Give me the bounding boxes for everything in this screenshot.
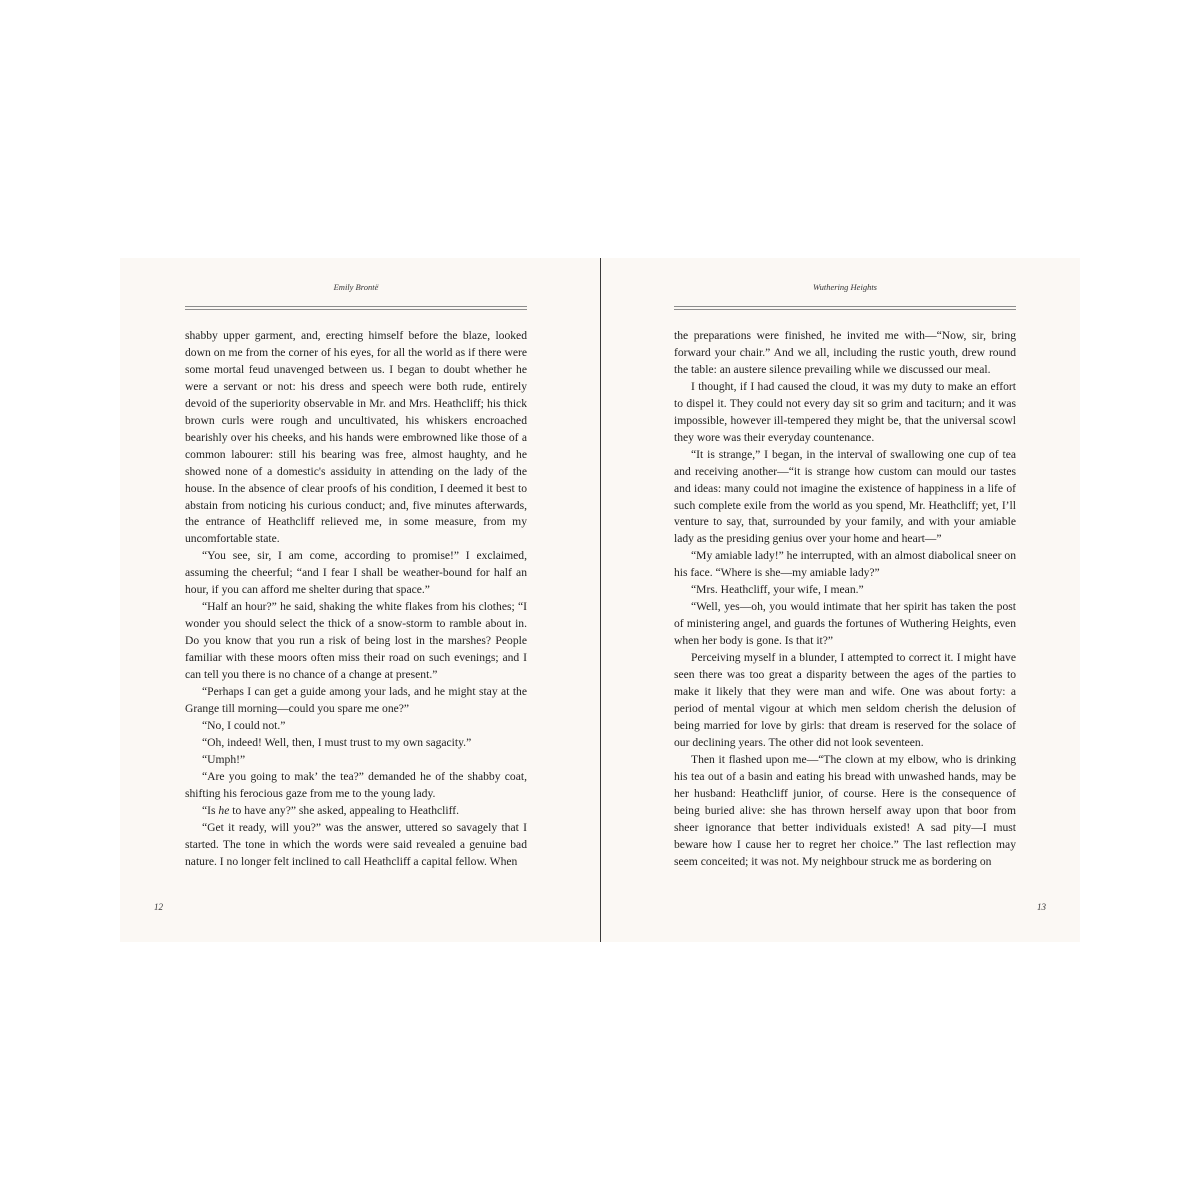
- paragraph: “Oh, indeed! Well, then, I must trust to my own sagacity.”: [202, 735, 472, 749]
- paragraph: I thought, if I had caused the cloud, it was my duty to make an effort to dispel it. They could not every day sit so grim and taciturn; and it was impossible, however ill-tempered they might be, that the universal scowl they wore was their everyday countenance.: [674, 379, 1016, 444]
- paragraph: Then it flashed upon me—“The clown at my elbow, who is drinking his tea out of a basin and eating his bread with unwashed hands, may be her husband: Heathcliff junior, of course. Here is the consequence of being buried alive: she has thrown herself away upon that boor from sheer ignorance that better individuals existed! A sad pity—I must beware how I cause her to regret her choice.” The last reflection may seem conceited; it was not. My neighbour struck me as bordering on: [674, 752, 1016, 868]
- running-head-author: Emily Brontë: [333, 282, 379, 292]
- page-number: 12: [154, 902, 163, 912]
- left-page-body: [185, 328, 527, 871]
- emphasized-word: he: [218, 803, 230, 817]
- paragraph: “Get it ready, will you?” was the answer, uttered so savagely that I started. The tone in which the words were said revealed a genuine bad nature. I no longer felt inclined to call Heathcliff a capital fellow. When: [185, 820, 527, 868]
- header-rule: [674, 306, 1016, 310]
- paragraph: “Perhaps I can get a guide among your lads, and he might stay at the Grange till morning—could you spare me one?”: [185, 685, 527, 715]
- paragraph: “Well, yes—oh, you would intimate that her spirit has taken the post of ministering angel, and guards the fortunes of Wuthering Heights, even when her body is gone. Is that it?”: [674, 600, 1016, 648]
- paragraph: shabby upper garment, and, erecting himself before the blaze, looked down on me from the corner of his eyes, for all the world as if there were some mortal feud unavenged between us. I began to doubt whether he were a servant or not: his dress and speech were both rude, entirely devoid of the superiority observable in Mr. and Mrs. Heathcliff; his thick brown curls were rough and uncultivated, his whiskers encroached bearishly over his cheeks, and his hands were embrowned like those of a common labourer: still his bearing was free, almost haughty, and he showed none of a domestic's assiduity in attending on the lady of the house. In the absence of clear proofs of his condition, I deemed it best to abstain from noticing his curious conduct; and, five minutes afterwards, the entrance of Heathcliff relieved me, in some measure, from my uncomfortable state.: [185, 329, 527, 546]
- paragraph: “Half an hour?” he said, shaking the white flakes from his clothes; “I wonder you should select the thick of a snow-storm to ramble about in. Do you know that you run a risk of being lost in the marshes? People familiar with these moors often miss their road on such evenings; and I can tell you there is no chance of a change at present.”: [185, 600, 527, 682]
- page-number: 13: [1037, 902, 1046, 912]
- paragraph-text: “Is: [202, 803, 219, 817]
- paragraph: [185, 803, 527, 820]
- paragraph: “You see, sir, I am come, according to promise!” I exclaimed, assuming the cheerful; “and I fear I shall be weather-bound for half an hour, if you can afford me shelter during that space.”: [185, 549, 527, 597]
- left-page: [120, 258, 600, 942]
- paragraph: the preparations were finished, he invited me with—“Now, sir, bring forward your chair.” And we all, including the rustic youth, drew round the table: an austere silence prevailing while we discussed our meal.: [674, 329, 1016, 376]
- paragraph: “Mrs. Heathcliff, your wife, I mean.”: [691, 583, 864, 597]
- paragraph: “Umph!”: [202, 752, 246, 766]
- paragraph: “Are you going to mak’ the tea?” demanded he of the shabby coat, shifting his ferocious gaze from me to the young lady.: [185, 769, 527, 800]
- header-rule: [185, 306, 527, 310]
- paragraph: “No, I could not.”: [202, 718, 286, 732]
- paragraph: “It is strange,” I began, in the interval of swallowing one cup of tea and receiving another—“it is strange how custom can mould our tastes and ideas: many could not imagine the existence of happiness in a life of such complete exile from the world as you spend, Mr. Heathcliff; yet, I’ll venture to say, that, surrounded by your family, and with your amiable lady as the presiding genius over your home and heart—”: [674, 447, 1016, 546]
- paragraph: “My amiable lady!” he interrupted, with an almost diabolical sneer on his face. “Where is she—my amiable lady?”: [674, 549, 1016, 580]
- running-head-title: Wuthering Heights: [813, 282, 877, 292]
- paragraph-text: to have any?” she asked, appealing to Heathcliff.: [229, 803, 460, 817]
- right-page: [601, 258, 1080, 942]
- paragraph: Perceiving myself in a blunder, I attempted to correct it. I might have seen there was too great a disparity between the ages of the parties to make it likely that they were man and wife. One was about forty: a period of mental vigour at which men seldom cherish the delusion of being married for love by girls: that dream is reserved for the solace of our declining years. The other did not look seventeen.: [674, 651, 1016, 749]
- right-page-body: [674, 328, 1016, 871]
- book-spread: [120, 258, 1080, 942]
